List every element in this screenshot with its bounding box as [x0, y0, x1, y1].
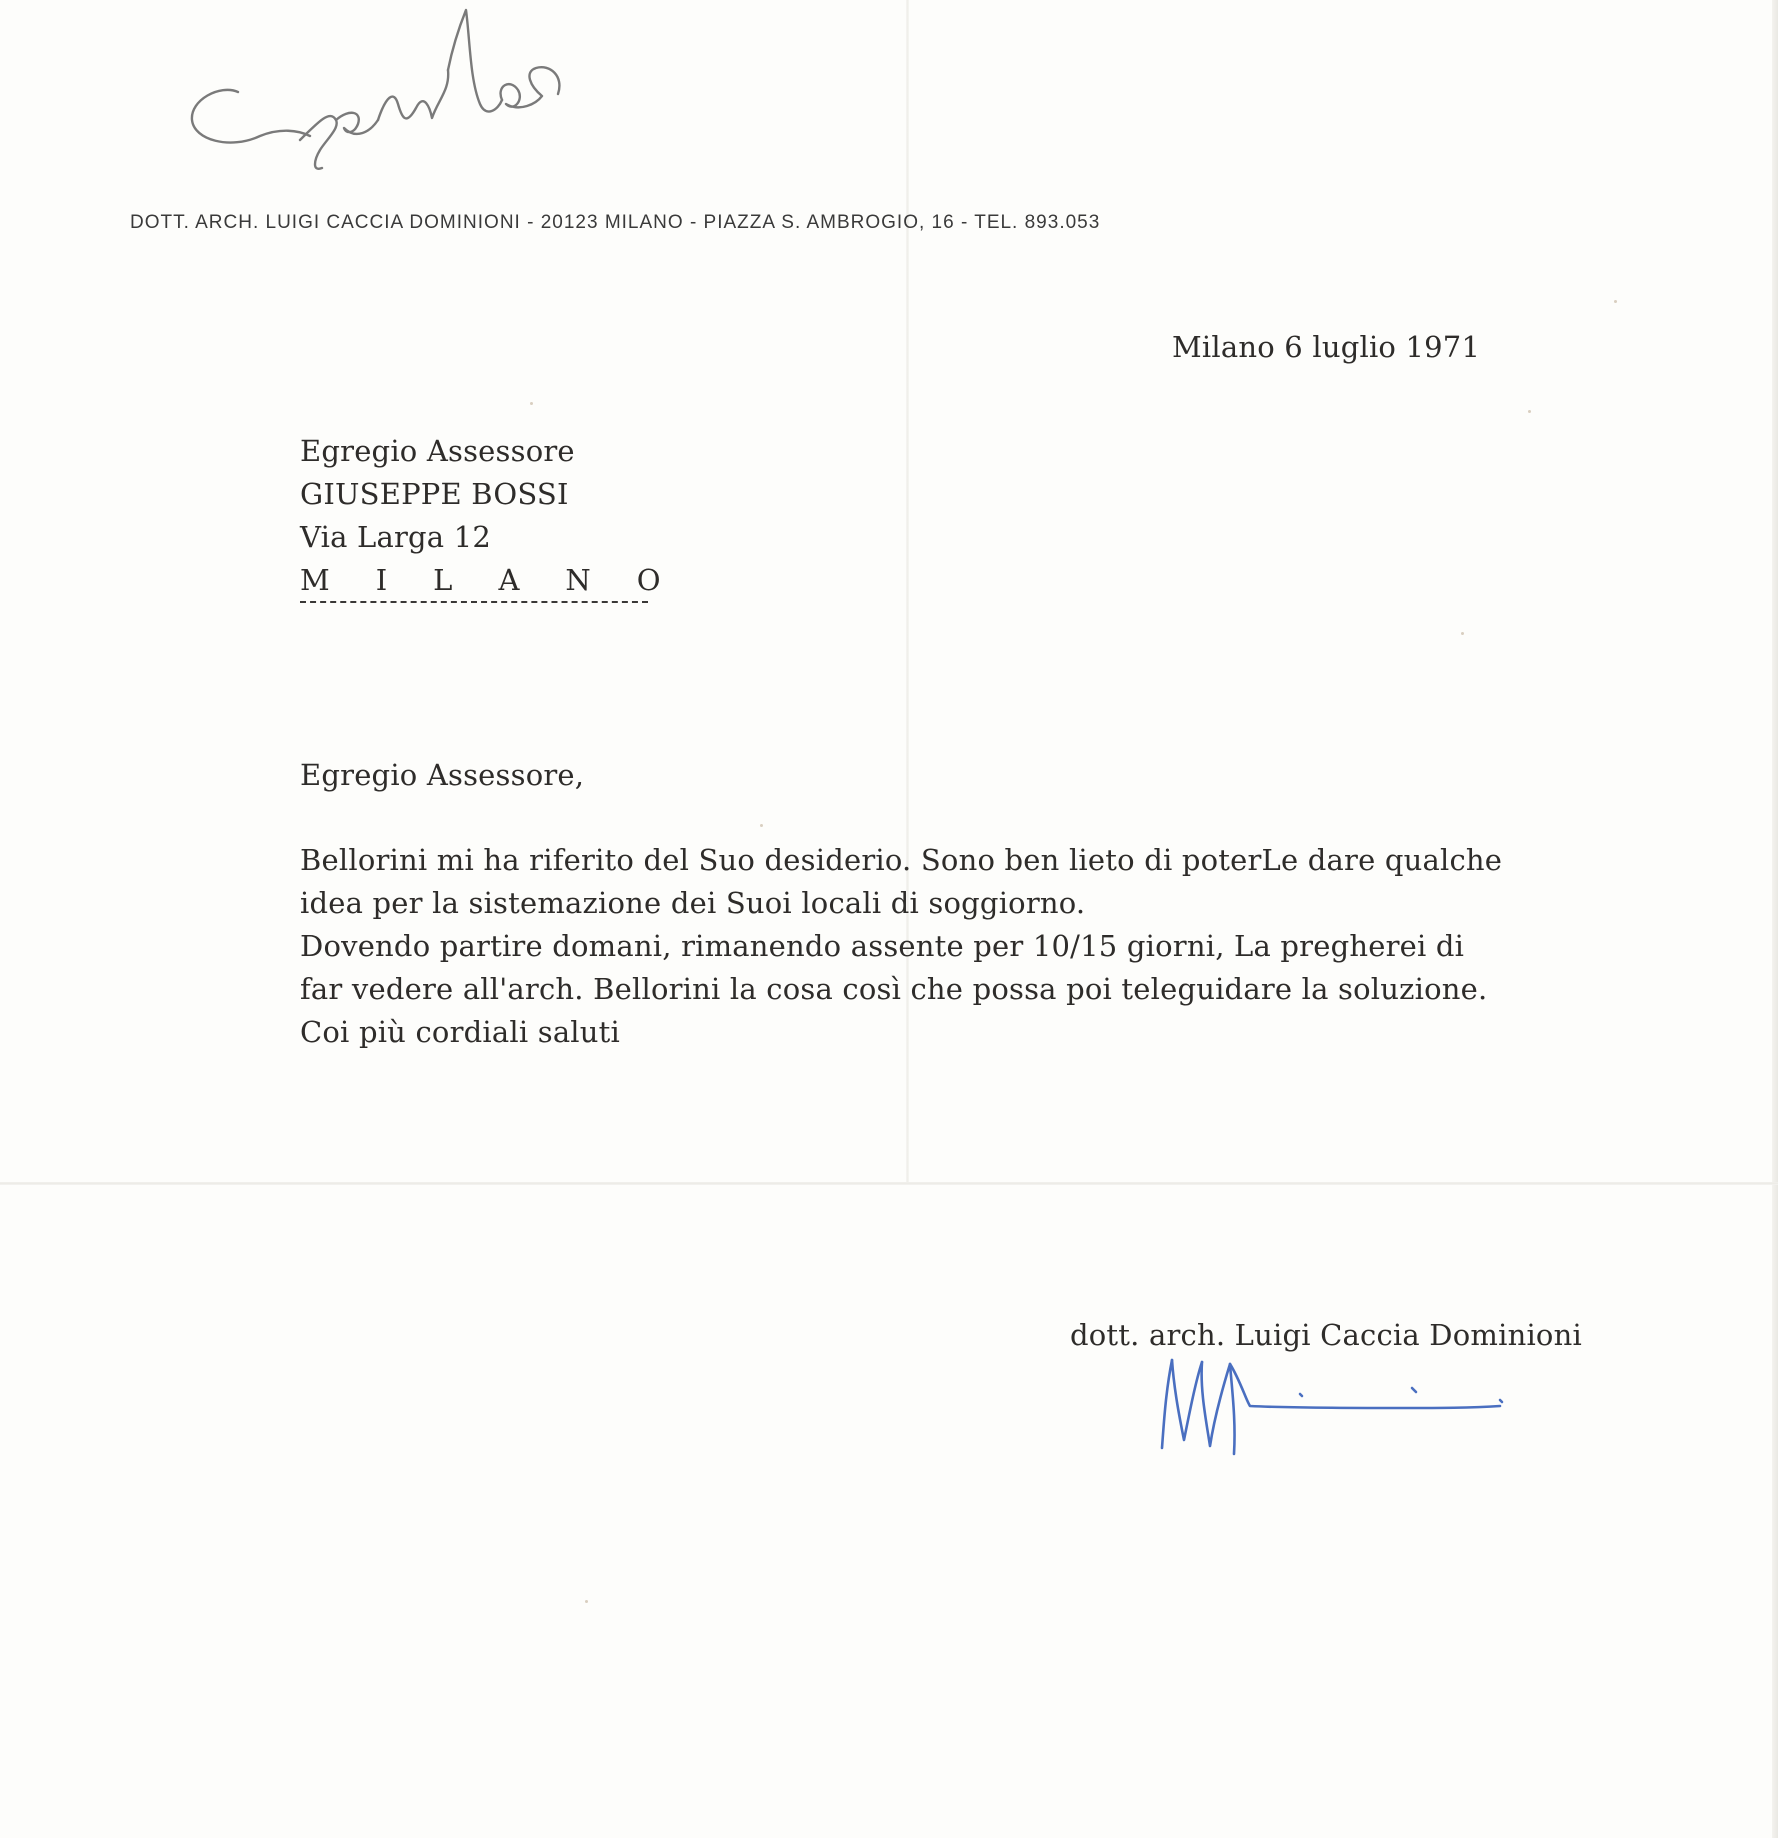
paper-speck — [760, 824, 763, 827]
handwritten-signature — [1150, 1350, 1520, 1460]
signature-stroke — [1500, 1400, 1502, 1402]
paper-speck — [1614, 300, 1617, 303]
letter-date: Milano 6 luglio 1971 — [1172, 330, 1481, 364]
pencil-stroke — [300, 116, 337, 169]
pencil-stroke — [448, 10, 502, 112]
recipient-street: Via Larga 12 — [300, 520, 491, 554]
recipient-city — [300, 563, 661, 597]
signature-stroke — [1202, 1362, 1235, 1454]
city-letter: M — [300, 563, 330, 597]
body-line: idea per la sistemazione dei Suoi locali di soggiorno. — [300, 886, 1086, 920]
salutation: Egregio Assessore, — [300, 758, 585, 792]
body-line: Bellorini mi ha riferito del Suo desiderio. Sono ben lieto di poterLe dare qualche — [300, 843, 1503, 877]
signer-name: dott. arch. Luigi Caccia Dominioni — [1070, 1318, 1582, 1352]
paper-speck — [530, 402, 533, 405]
paper-speck — [1528, 410, 1531, 413]
city-letter: A — [498, 563, 520, 597]
pencil-stroke — [336, 113, 378, 134]
letterhead: DOTT. ARCH. LUIGI CACCIA DOMINIONI - 20123 MILANO - PIAZZA S. AMBROGIO, 16 - TEL. 893.053 — [130, 212, 1101, 233]
pencil-stroke — [378, 70, 448, 120]
pencil-stroke — [192, 90, 310, 143]
city-underline — [300, 601, 648, 603]
recipient-name: GIUSEPPE BOSSI — [300, 477, 569, 511]
pencil-stroke — [501, 67, 560, 107]
city-letter: I — [375, 563, 388, 597]
signature-stroke — [1172, 1360, 1202, 1440]
paper-speck — [1461, 632, 1464, 635]
signature-stroke — [1300, 1394, 1302, 1396]
city-letter: L — [433, 563, 453, 597]
signature-stroke — [1230, 1364, 1500, 1408]
body-line: Coi più cordiali saluti — [300, 1015, 620, 1049]
signature-stroke — [1412, 1388, 1416, 1392]
page-edge-shadow — [1772, 0, 1778, 1838]
recipient-title: Egregio Assessore — [300, 434, 575, 468]
city-letter: O — [636, 563, 661, 597]
body-line: Dovendo partire domani, rimanendo assente per 10/15 giorni, La pregherei di — [300, 929, 1465, 963]
signature-stroke — [1162, 1360, 1172, 1448]
pencil-annotation — [180, 0, 600, 180]
fold-line-horizontal — [0, 1182, 1778, 1185]
city-letter: N — [565, 563, 591, 597]
paper-speck — [585, 1600, 588, 1603]
body-line: far vedere all'arch. Bellorini la cosa così che possa poi teleguidare la soluzione. — [300, 972, 1488, 1006]
